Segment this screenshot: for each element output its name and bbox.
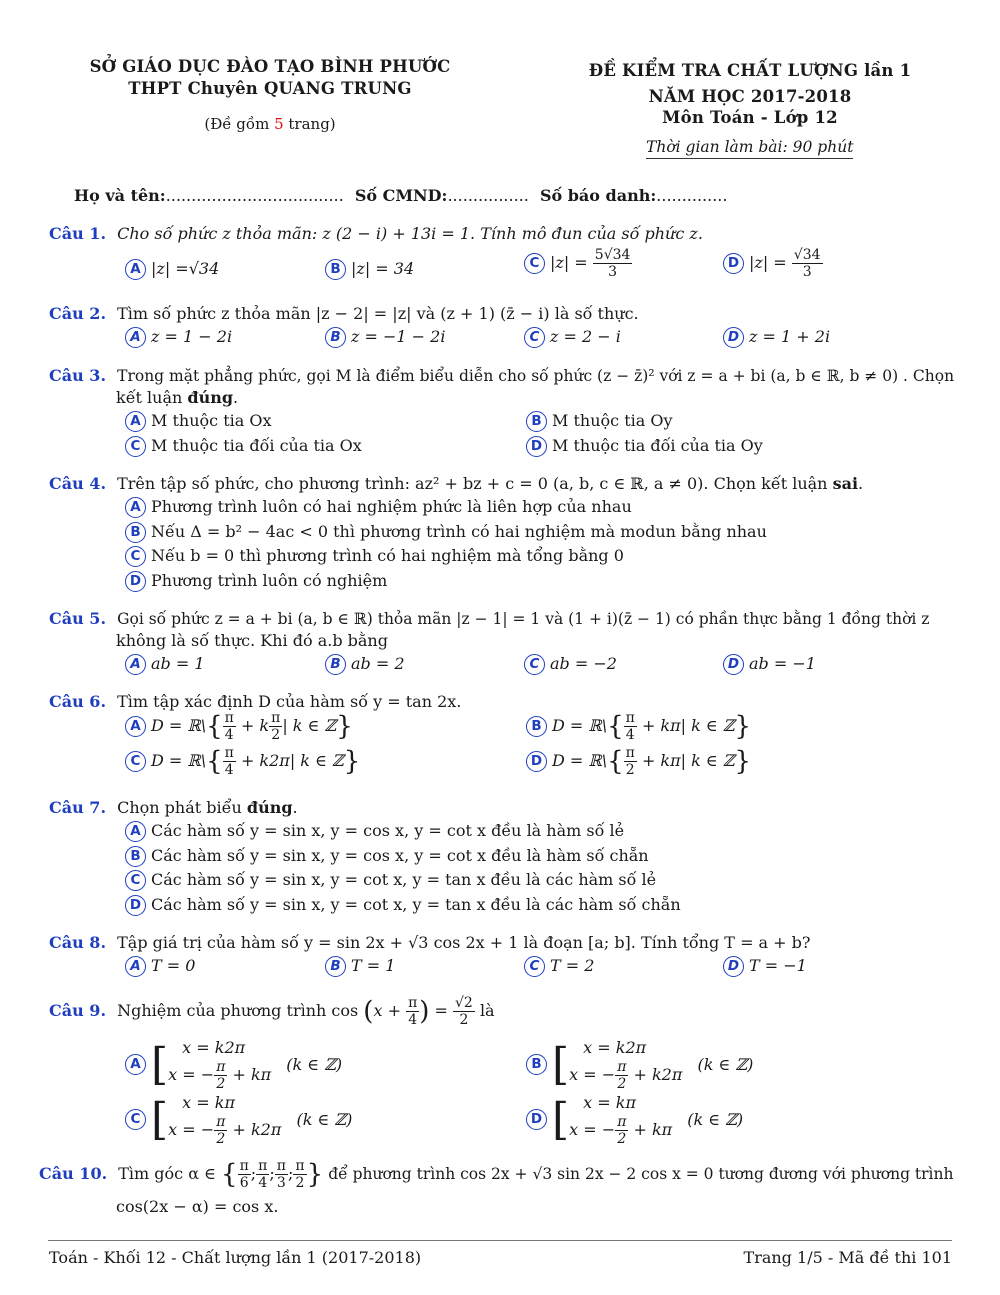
question-label: Câu 6. [49, 692, 107, 711]
option-marker: C [125, 1109, 146, 1130]
question-7 [49, 798, 298, 817]
left-paren: ( [363, 996, 374, 1027]
option-text: + kπ| k ∈ ℤ [641, 716, 735, 735]
student-info [74, 186, 727, 205]
q7-option-b[interactable] [125, 846, 649, 867]
name-label: Họ và tên: [74, 186, 166, 205]
option-text: ab = 2 [351, 654, 405, 673]
q5-option-d[interactable] [723, 654, 816, 675]
question-emphasis: sai [832, 474, 859, 493]
name-dots: ................................... [165, 186, 344, 205]
question-label: Câu 9. [49, 1001, 107, 1020]
frac-num: π [625, 745, 635, 761]
option-marker: C [125, 546, 146, 567]
option-marker: A [125, 821, 146, 842]
question-text: Trong mặt phẳng phức, gọi M là điểm biểu diễn cho số phức (z − z̄)² với z = a + bi (a, b ∈ ℝ, b ≠ 0) . Chọn [117, 367, 955, 385]
footer-right: Trang 1/5 - Mã đề thi 101 [743, 1248, 952, 1267]
right-brace: } [734, 746, 752, 777]
option-marker: B [325, 259, 346, 280]
q4-option-a[interactable] [125, 497, 632, 518]
question-text: Gọi số phức z = a + bi (a, b ∈ ℝ) thỏa mãn |z − 1| = 1 và (1 + i)(z̄ − 1) có phần thực bằng 1 đồng thời z [117, 610, 930, 628]
question-10: Câu 10. Tìm góc α ∈ { $\frac{\pi}{6}$ ; $\frac{\pi}{4}$ ; $\frac{\pi}{3}$ ; $\frac{\pi}{2}$ } để phương trình cos 2x + √3 sin 2x − 2 cos x = 0 tương đương với phương trình [39, 1158, 954, 1191]
question-text: = [434, 1001, 448, 1020]
q9-option-c[interactable] [125, 1092, 352, 1147]
question-4 [49, 474, 863, 493]
frac-num: π [408, 995, 418, 1011]
frac-den: 4 [625, 727, 635, 743]
right-brace: } [336, 711, 353, 742]
option-text: |z| =√34 [151, 259, 220, 278]
left-brace: { [206, 711, 223, 742]
option-marker: D [526, 1109, 547, 1130]
q5-option-b[interactable] [325, 654, 405, 675]
subject: Môn Toán - Lớp 12 [662, 108, 838, 127]
q3-option-d[interactable] [526, 436, 763, 457]
option-marker: B [125, 522, 146, 543]
option-marker: A [125, 716, 146, 737]
option-marker: C [524, 253, 545, 274]
q2-option-a[interactable] [125, 327, 232, 348]
solution-system: x = kπ x = − $\frac{\pi}{2}$ + kπ [569, 1093, 673, 1147]
left-brace: { [221, 1159, 238, 1190]
q2-option-b[interactable] [325, 327, 445, 348]
option-marker: C [524, 956, 545, 977]
option-text: M thuộc tia Oy [552, 411, 673, 430]
option-marker: D [125, 571, 146, 592]
option-text: M thuộc tia đối của tia Oy [552, 436, 763, 455]
condition: (k ∈ ℤ) [697, 1055, 754, 1074]
option-text: |z| = [749, 253, 787, 272]
question-punct: . [292, 798, 298, 817]
option-marker: A [125, 654, 146, 675]
question-label: Câu 5. [49, 609, 107, 628]
q8-option-b[interactable] [325, 956, 395, 977]
right-brace: } [343, 746, 361, 777]
option-text: ab = −1 [749, 654, 816, 673]
question-text: Tìm tập xác định D của hàm số y = tan 2x. [117, 692, 462, 711]
question-label: Câu 3. [49, 366, 107, 385]
question-text: Trên tập số phức, cho phương trình: az² + bz + c = 0 (a, b, c ∈ ℝ, a ≠ 0). Chọn kết luận [117, 474, 833, 493]
q8-option-c[interactable] [524, 956, 594, 977]
question-6 [49, 692, 461, 711]
sbd-label: Số báo danh: [539, 186, 657, 205]
option-marker: B [526, 411, 547, 432]
option-text: M thuộc tia đối của tia Ox [151, 436, 362, 455]
option-marker: C [125, 751, 146, 772]
option-marker: B [325, 956, 346, 977]
q1-option-d[interactable] [723, 247, 823, 280]
q2-option-c[interactable] [524, 327, 621, 348]
option-text: z = 1 + 2i [749, 327, 831, 346]
question-text: Cho số phức z thỏa mãn: z (2 − i) + 13i = 1. Tính mô đun của số phức z. [117, 224, 703, 243]
frac-den: 2 [271, 727, 281, 743]
q3-option-c[interactable] [125, 436, 362, 457]
school-name: THPT Chuyên QUANG TRUNG [128, 79, 412, 98]
q9-option-a[interactable] [125, 1037, 342, 1092]
q4-option-c[interactable] [125, 546, 624, 567]
option-text: D = ℝ\ [151, 716, 207, 735]
bracket: [ [151, 1039, 169, 1090]
question-1 [49, 224, 703, 243]
q7-option-c[interactable] [125, 870, 656, 891]
q8-option-a[interactable] [125, 956, 195, 977]
id-dots: ................ [447, 186, 529, 205]
option-text: M thuộc tia Ox [151, 411, 272, 430]
option-text: |z| = 34 [351, 259, 415, 278]
school-dept: SỞ GIÁO DỤC ĐÀO TẠO BÌNH PHƯỚC [89, 57, 451, 76]
option-text: ab = −2 [550, 654, 617, 673]
question-text: để phương trình cos 2x + √3 sin 2x − 2 cos x = 0 tương đương với phương trình [328, 1165, 954, 1183]
left-brace: { [607, 746, 624, 777]
id-label: Số CMND: [354, 186, 448, 205]
option-text: T = 1 [351, 956, 396, 975]
q9-option-d[interactable] [526, 1092, 743, 1147]
q7-option-a[interactable] [125, 821, 624, 842]
q4-option-d[interactable] [125, 571, 387, 592]
question-label: Câu 8. [49, 933, 107, 952]
frac-den: 3 [802, 264, 812, 280]
question-text: x + [373, 1001, 401, 1020]
question-text: Tìm góc α ∈ [118, 1164, 216, 1183]
option-marker: B [325, 654, 346, 675]
option-text: Các hàm số y = sin x, y = cot x, y = tan x đều là các hàm số lẻ [151, 870, 657, 889]
option-text: T = 0 [151, 956, 196, 975]
q3-option-b[interactable] [526, 411, 673, 432]
option-text: Phương trình luôn có nghiệm [151, 571, 388, 590]
option-text: D = ℝ\ [552, 716, 608, 735]
option-marker: C [524, 327, 545, 348]
q1-option-b[interactable] [325, 259, 414, 280]
question-emphasis: đúng [246, 798, 293, 817]
q5-option-a[interactable] [125, 654, 205, 675]
option-marker: D [723, 253, 744, 274]
q10-text-line2: cos(2x − α) = cos x. [116, 1197, 279, 1216]
option-marker: A [125, 497, 146, 518]
exam-title: ĐỀ KIỂM TRA CHẤT LƯỢNG lần 1 [588, 61, 912, 80]
option-text: Phương trình luôn có hai nghiệm phức là liên hợp của nhau [151, 497, 632, 516]
question-label: Câu 1. [49, 224, 107, 243]
question-5 [49, 609, 929, 628]
q1-option-c[interactable] [524, 247, 632, 280]
option-text: Các hàm số y = sin x, y = cos x, y = cot x đều là hàm số chẵn [151, 846, 649, 865]
question-text: Tìm số phức z thỏa mãn |z − 2| = |z| và (z + 1) (z̄ − i) là số thực. [117, 304, 639, 323]
option-marker: D [125, 895, 146, 916]
option-marker: A [125, 1054, 146, 1075]
q6-option-c[interactable] [125, 745, 360, 778]
q8-option-d[interactable] [723, 956, 807, 977]
question-3 [49, 366, 954, 385]
option-marker: B [125, 846, 146, 867]
condition: (k ∈ ℤ) [286, 1055, 343, 1074]
q5-text-line2: không là số thực. Khi đó a.b bằng [116, 631, 388, 650]
option-text: Nếu b = 0 thì phương trình có hai nghiệm mà tổng bằng 0 [151, 546, 624, 565]
question-label: Câu 4. [49, 474, 107, 493]
option-text: | k ∈ ℤ [282, 716, 337, 735]
question-label: Câu 7. [49, 798, 107, 817]
q7-option-d[interactable] [125, 895, 681, 916]
option-marker: A [125, 411, 146, 432]
time-limit: Thời gian làm bài: 90 phút [646, 138, 853, 159]
question-punct: . [858, 474, 864, 493]
option-marker: B [526, 1054, 547, 1075]
q2-option-d[interactable] [723, 327, 830, 348]
option-text: z = −1 − 2i [351, 327, 446, 346]
option-marker: B [526, 716, 547, 737]
frac-den: 4 [224, 727, 234, 743]
school-year: NĂM HỌC 2017-2018 [648, 87, 852, 106]
solution-system: x = kπ x = − $\frac{\pi}{2}$ + k2π [168, 1093, 282, 1147]
frac-num: π [271, 710, 281, 726]
q3-text-line2: kết luận đúng. [116, 388, 239, 407]
question-label: Câu 2. [49, 304, 107, 323]
option-text: + k [240, 716, 270, 735]
condition: (k ∈ ℤ) [296, 1110, 353, 1129]
option-text: z = 2 − i [550, 327, 621, 346]
frac-den: 4 [408, 1012, 418, 1028]
option-marker: C [125, 436, 146, 457]
footer-rule [48, 1240, 952, 1241]
bracket: [ [151, 1094, 169, 1145]
q6-option-b[interactable] [526, 710, 751, 743]
option-text: z = 1 − 2i [151, 327, 233, 346]
q4-option-b[interactable] [125, 522, 767, 543]
option-marker: A [125, 956, 146, 977]
sbd-dots: .............. [656, 186, 728, 205]
option-text: Các hàm số y = sin x, y = cos x, y = cot x đều là hàm số lẻ [151, 821, 625, 840]
frac-num: √34 [793, 247, 821, 263]
question-text: Nghiệm của phương trình cos [117, 1001, 359, 1020]
q3-option-a[interactable] [125, 411, 272, 432]
q9-option-b[interactable] [526, 1037, 753, 1092]
option-marker: D [723, 956, 744, 977]
solution-system: x = k2π x = − $\frac{\pi}{2}$ + kπ [168, 1038, 272, 1092]
question-text: Chọn phát biểu [117, 798, 247, 817]
question-8 [49, 933, 811, 952]
frac-den: 2 [459, 1012, 469, 1028]
left-brace: { [607, 711, 624, 742]
option-marker: D [723, 327, 744, 348]
frac-num: √2 [455, 995, 473, 1011]
right-brace: } [306, 1159, 324, 1190]
question-9 [49, 995, 495, 1028]
frac-num: 5√34 [594, 247, 631, 263]
frac-den: 4 [224, 762, 234, 778]
footer-left: Toán - Khối 12 - Chất lượng lần 1 (2017-2018) [49, 1248, 422, 1267]
option-text: D = ℝ\ [552, 751, 608, 770]
question-text: là [479, 1001, 495, 1020]
option-text: + kπ| k ∈ ℤ [641, 751, 735, 770]
option-marker: C [125, 870, 146, 891]
frac-den: 3 [608, 264, 618, 280]
frac-num: π [625, 710, 635, 726]
pages-note: (Đề gồm 5 trang) [204, 115, 336, 133]
option-marker: A [125, 259, 146, 280]
right-brace: } [734, 711, 752, 742]
option-marker: D [723, 654, 744, 675]
q6-option-d[interactable] [526, 745, 751, 778]
option-text: D = ℝ\ [151, 751, 207, 770]
option-text: ab = 1 [151, 654, 205, 673]
option-text: |z| = [550, 253, 588, 272]
option-text: + k2π| k ∈ ℤ [240, 751, 344, 770]
question-label: Câu 10. [39, 1164, 108, 1183]
q1-option-a[interactable] [125, 259, 219, 280]
q5-option-c[interactable] [524, 654, 617, 675]
q6-option-a[interactable] [125, 710, 353, 743]
option-text: T = −1 [749, 956, 807, 975]
option-marker: B [325, 327, 346, 348]
frac-num: π [224, 745, 234, 761]
option-marker: D [526, 436, 547, 457]
solution-system: x = k2π x = − $\frac{\pi}{2}$ + k2π [569, 1038, 683, 1092]
condition: (k ∈ ℤ) [687, 1110, 744, 1129]
question-2 [49, 304, 639, 323]
right-paren: ) [419, 996, 430, 1027]
bracket: [ [552, 1094, 570, 1145]
option-marker: A [125, 327, 146, 348]
question-text: Tập giá trị của hàm số y = sin 2x + √3 cos 2x + 1 là đoạn [a; b]. Tính tổng T = a + b? [117, 933, 811, 952]
option-text: Nếu Δ = b² − 4ac < 0 thì phương trình có hai nghiệm mà modun bằng nhau [151, 522, 767, 541]
frac-num: π [224, 710, 234, 726]
option-text: Các hàm số y = sin x, y = cot x, y = tan x đều là các hàm số chẵn [151, 895, 681, 914]
left-brace: { [206, 746, 223, 777]
frac-den: 2 [625, 762, 635, 778]
option-marker: D [526, 751, 547, 772]
bracket: [ [552, 1039, 570, 1090]
option-marker: C [524, 654, 545, 675]
option-text: T = 2 [550, 956, 595, 975]
